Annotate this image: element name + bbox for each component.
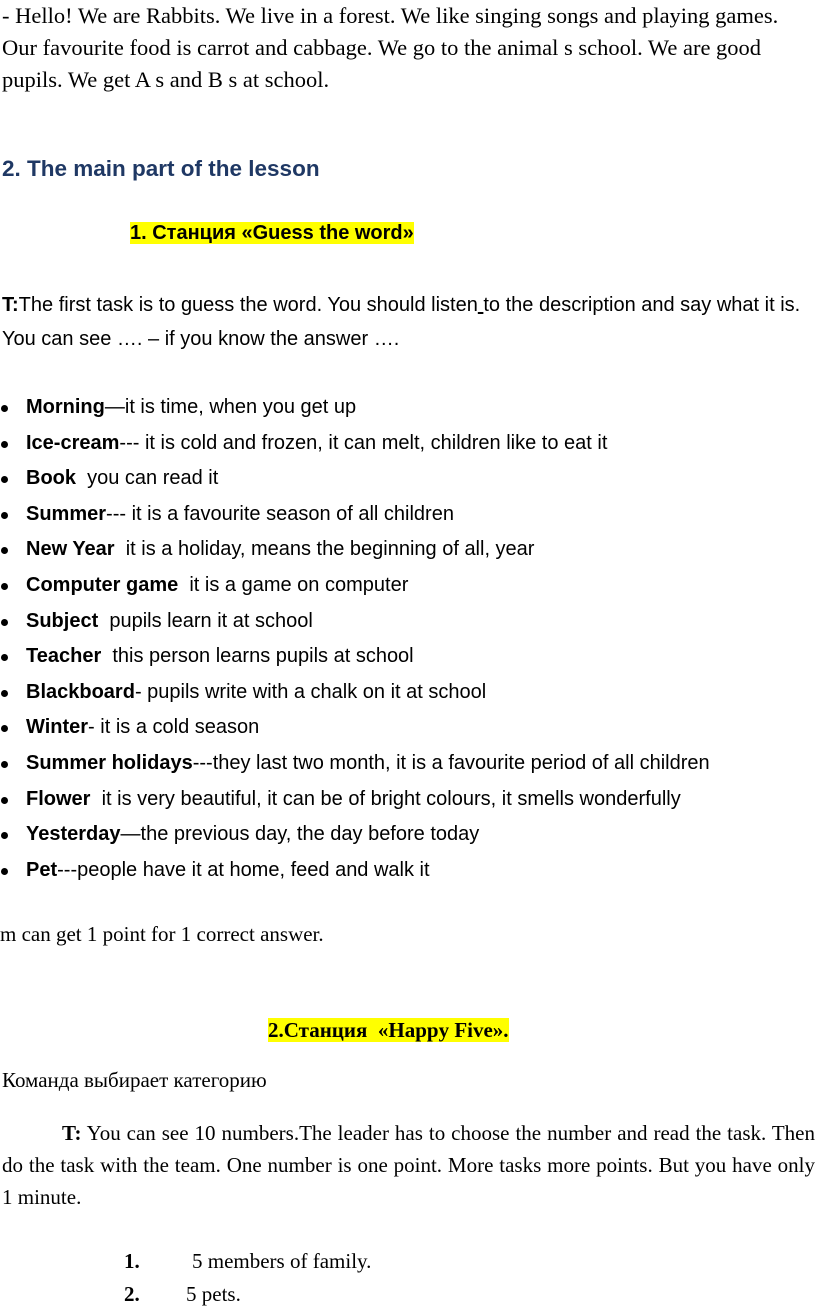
task-1-instructions (2, 288, 808, 356)
bullet-icon (1, 690, 8, 697)
bullet-icon (1, 868, 8, 875)
task-number: 1. (124, 1249, 140, 1273)
bullet-icon (1, 441, 8, 448)
bullet-icon (1, 476, 8, 483)
bullet-icon (1, 512, 8, 519)
bullet-icon (1, 654, 8, 661)
word-definition: ---they last two month, it is a favourite period of all children (192, 751, 710, 774)
list-item (0, 710, 710, 746)
word-definition: - it is a cold season (88, 716, 260, 739)
bullet-icon (1, 832, 8, 839)
word-term: Summer holidays (26, 751, 193, 774)
teacher-label: T: (62, 1121, 82, 1145)
teacher-label: T: (2, 294, 19, 316)
team-choice-text: Команда выбирает категорию (2, 1068, 267, 1092)
list-item (0, 568, 710, 604)
list-item (0, 461, 710, 497)
word-definition: ---people have it at home, feed and walk it (57, 858, 430, 881)
word-term: Winter (26, 716, 89, 739)
station-2-title (268, 1018, 509, 1043)
task-1-text-end: to the description and say what it is. You can see …. – if you know the answer …. (2, 294, 801, 350)
task-text: 5 pets. (186, 1282, 241, 1306)
bullet-icon (1, 619, 8, 626)
word-term: Subject (26, 609, 99, 632)
word-term: Book (26, 467, 76, 490)
list-item (0, 675, 710, 711)
list-item (0, 497, 710, 533)
word-term: Flower (26, 787, 91, 810)
bullet-icon (1, 725, 8, 732)
station-1-title-text: 1. Станция «Guess the word» (130, 222, 414, 244)
word-list (0, 390, 710, 888)
word-definition: —it is time, when you get up (104, 396, 357, 418)
bullet-icon (1, 405, 8, 412)
list-item (0, 532, 710, 568)
section-heading: 2. The main part of the lesson (2, 156, 320, 181)
word-definition: you can read it (76, 467, 219, 490)
task-2-instructions (2, 1117, 815, 1213)
list-item (0, 817, 710, 853)
word-term: Ice-cream (26, 431, 120, 454)
list-item (0, 390, 710, 426)
word-term: Morning (26, 396, 105, 418)
word-definition: --- it is cold and frozen, it can melt, children like to eat it (119, 431, 608, 454)
list-item (0, 426, 710, 462)
list-item (0, 782, 710, 818)
word-definition: - pupils write with a chalk on it at school (134, 680, 487, 703)
list-item (0, 746, 710, 782)
points-note: m can get 1 point for 1 correct answer. (0, 922, 324, 946)
word-term: Pet (26, 858, 58, 881)
bullet-icon (1, 761, 8, 768)
word-definition: it is a holiday, means the beginning of all, year (114, 538, 535, 561)
word-definition: pupils learn it at school (98, 609, 313, 632)
station-2-title-text: 2.Станция «Happy Five». (268, 1018, 509, 1042)
word-definition: it is very beautiful, it can be of bright colours, it smells wonderfully (90, 787, 681, 810)
task-1-text-start: The first task is to guess the word. You should listen (18, 294, 478, 316)
task-text: 5 members of family. (192, 1249, 372, 1273)
bullet-icon (1, 547, 8, 554)
word-term: Computer game (26, 573, 179, 596)
word-definition: —the previous day, the day before today (120, 823, 480, 846)
bullet-icon (1, 797, 8, 804)
list-item (0, 604, 710, 640)
word-term: Teacher (26, 645, 102, 668)
list-item (0, 853, 710, 889)
task-2-text: You can see 10 numbers.The leader has to choose the number and read the task. Then do the task with the team. One number is one point. More tasks more points. But you have only 1 minute. (2, 1121, 815, 1209)
intro-paragraph: - Hello! We are Rabbits. We live in a forest. We like singing songs and playing games. Our favourite food is carrot and cabbage. We go to the animal s school. We are good pupils. We get A s and B s at school. (2, 3, 779, 92)
word-definition: it is a game on computer (178, 573, 409, 596)
station-1-title (130, 222, 414, 245)
word-term: Blackboard (26, 680, 135, 703)
task-number: 2. (124, 1282, 140, 1306)
list-item (0, 639, 710, 675)
word-definition: this person learns pupils at school (101, 645, 414, 668)
word-term: New Year (26, 538, 115, 561)
word-term: Summer (26, 502, 107, 525)
word-term: Yesterday (26, 823, 121, 846)
bullet-icon (1, 583, 8, 590)
word-definition: --- it is a favourite season of all children (106, 502, 454, 525)
